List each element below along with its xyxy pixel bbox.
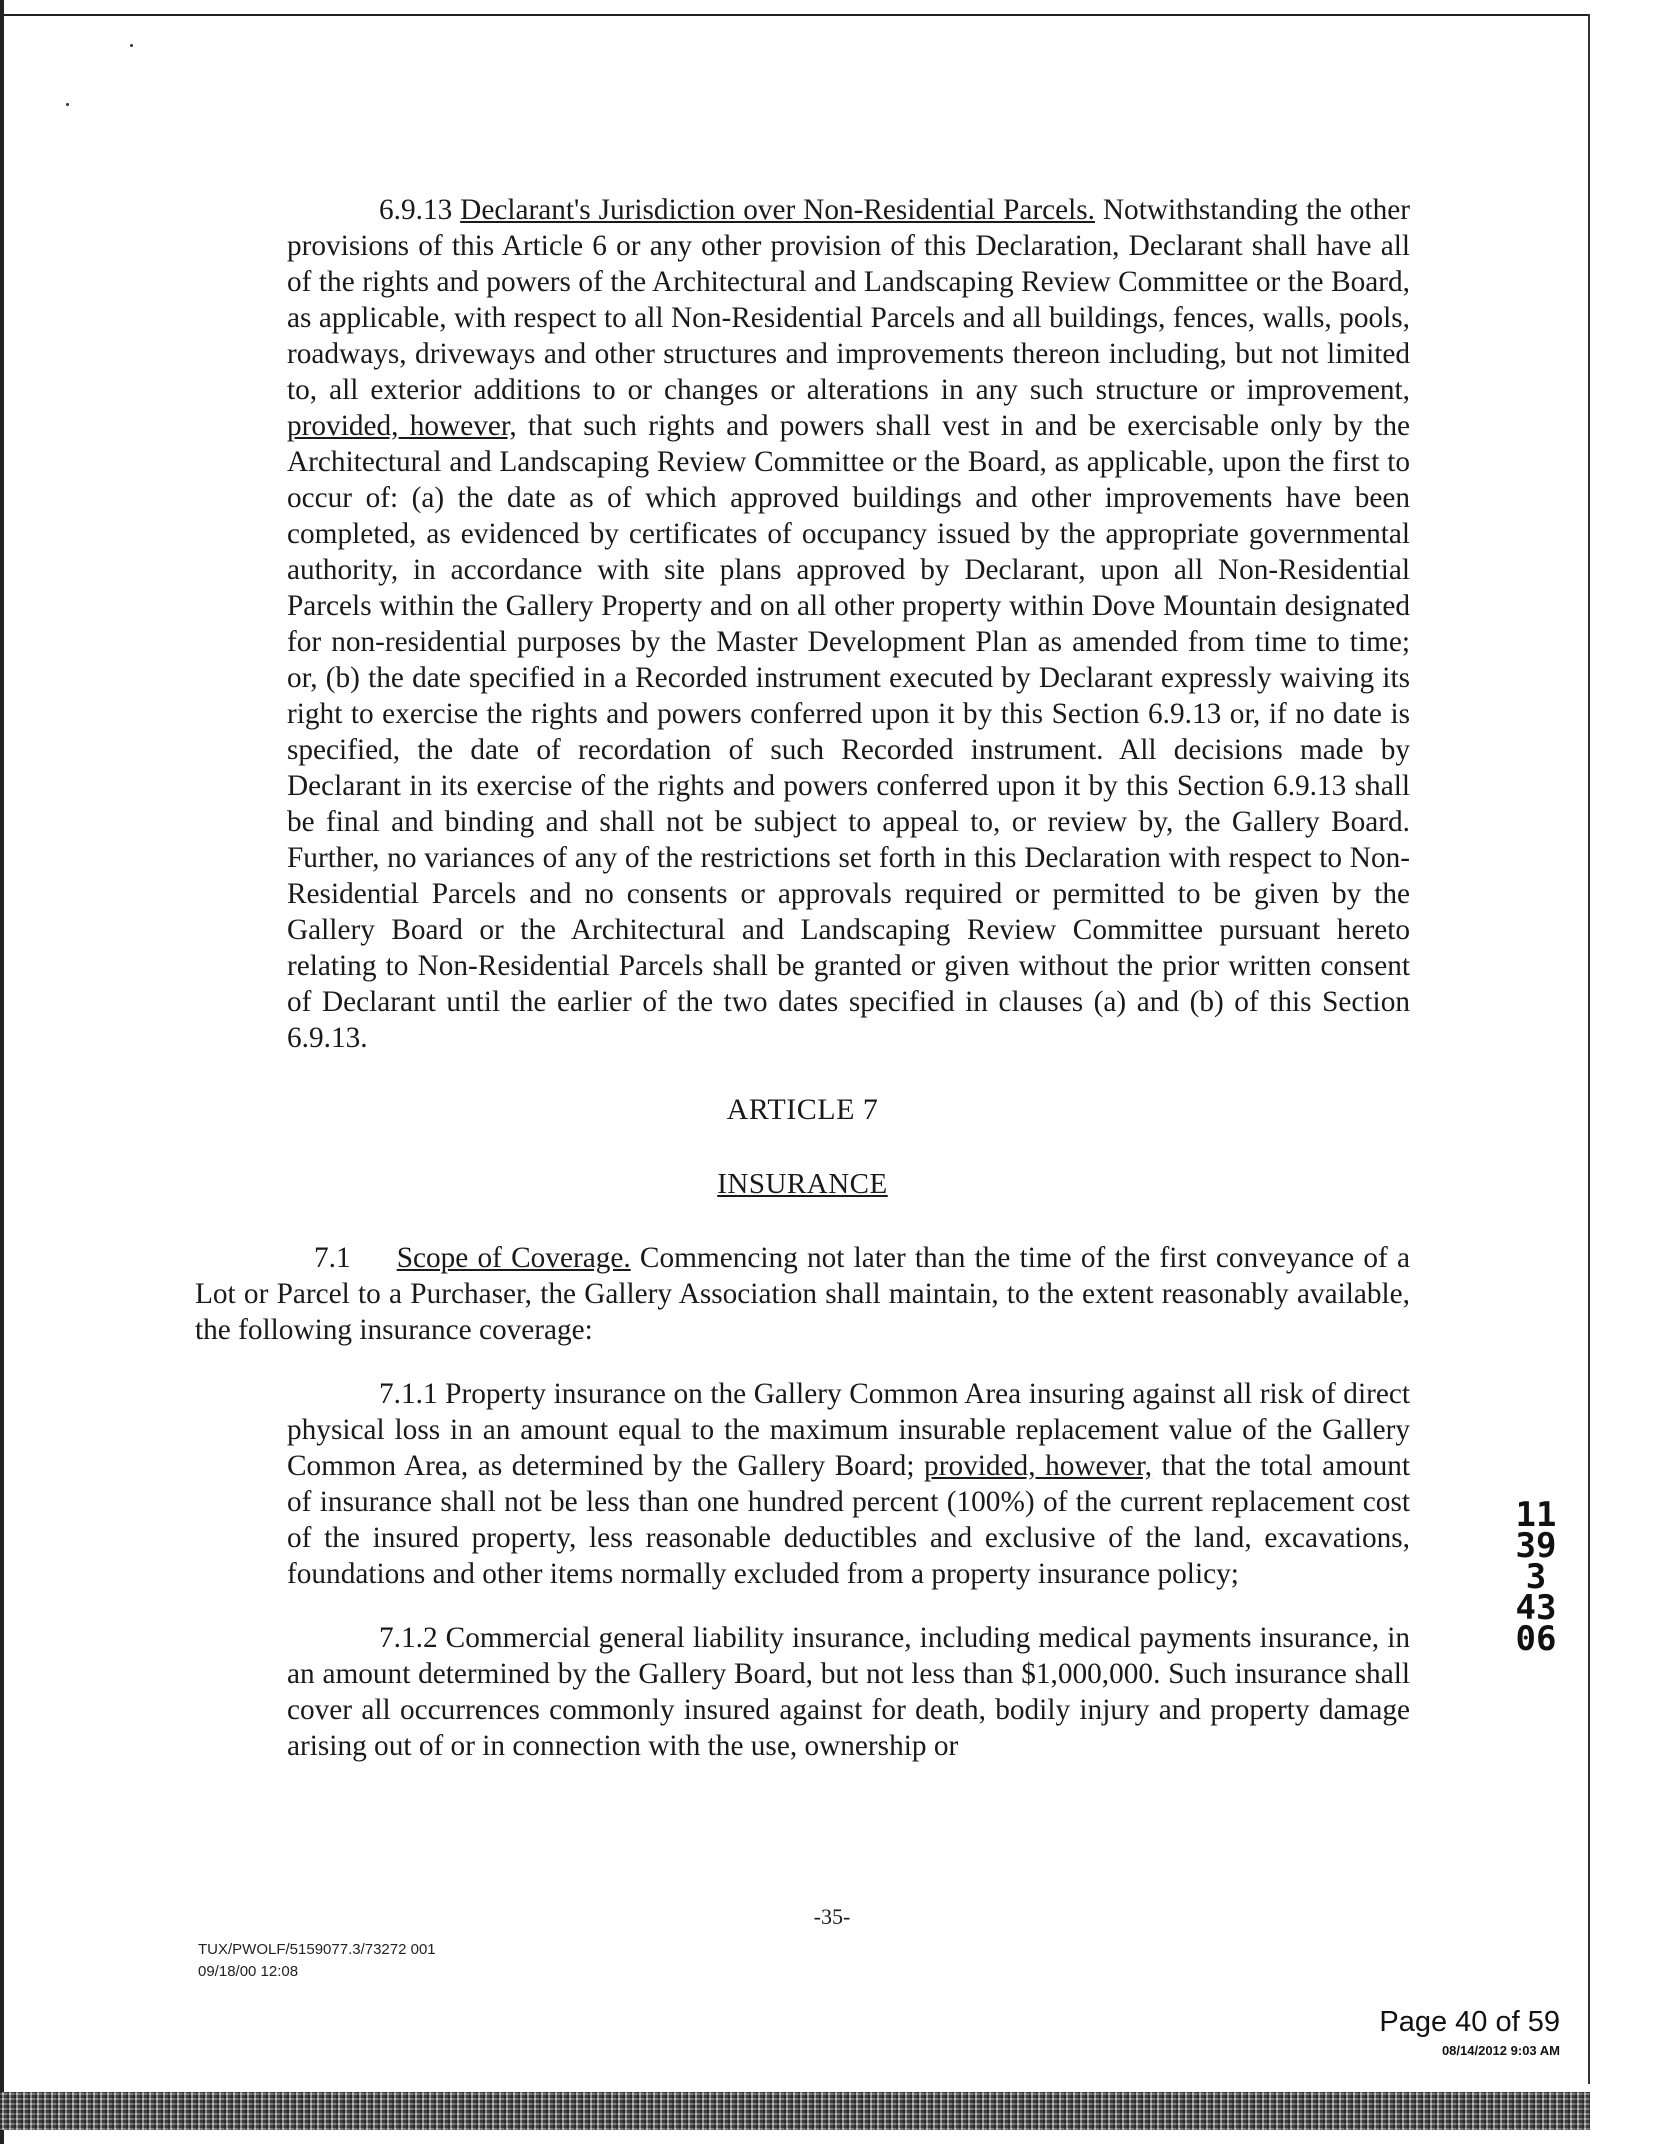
scan-border-left bbox=[0, 0, 4, 2144]
section-heading: Declarant's Jurisdiction over Non-Residential Parcels. bbox=[460, 194, 1095, 226]
section-text: Commencing not later than the time of the first conveyance of a Lot or Parcel to a Purchaser, the Gallery Association shall maintain, to the extent reasonably available, the following insurance coverage: bbox=[195, 1242, 1410, 1346]
article-title: INSURANCE bbox=[717, 1168, 888, 1200]
proviso-underlined: provided, however, bbox=[924, 1450, 1153, 1482]
article-label: ARTICLE 7 bbox=[726, 1093, 879, 1126]
document-footer bbox=[198, 1939, 436, 1983]
section-number: 7.1 bbox=[314, 1242, 351, 1274]
scan-noise-bar bbox=[0, 2092, 1590, 2130]
section-number: 7.1.2 bbox=[379, 1622, 438, 1654]
section-number: 6.9.13 bbox=[379, 194, 453, 226]
doc-date: 09/18/00 12:08 bbox=[198, 1963, 299, 1980]
scan-speck bbox=[66, 103, 69, 106]
doc-id: TUX/PWOLF/5159077.3/73272 001 bbox=[198, 1941, 436, 1958]
page-number: -35- bbox=[813, 1904, 851, 1929]
page-stamp: Page 40 of 59 bbox=[1379, 2006, 1560, 2038]
section-6-9-13 bbox=[287, 192, 1410, 1056]
section-text-cont: that such rights and powers shall vest in and be exercisable only by the Architectural and Landscaping Review Committee or the Board, as applicable, upon the first to occur of: (a) the date as of which approved buildings and other improvements have been completed, as evidenced by certificates of occupancy issued by the appropriate governmental authority, in accordance with site plans approved by Declarant, upon all Non-Residential Parcels within the Gallery Property and on all other property within Dove Mountain designated for non-residential purposes by the Master Development Plan as amended from time to time; or, (b) the date specified in a Recorded instrument executed by Declarant expressly waiving its right to exercise the rights and powers conferred upon it by this Section 6.9.13 or, if no date is specified, the date of recordation of such Recorded instrument. All decisions made by Declarant in its exercise of the rights and powers conferred upon it by this Section 6.9.13 shall be final and binding and shall not be subject to appeal to, or review by, the Gallery Board. Further, no variances of any of the restrictions set forth in this Declaration with respect to Non-Residential Parcels and no consents or approvals required or permitted to be given by the Gallery Board or the Architectural and Landscaping Review Committee pursuant hereto relating to Non-Residential Parcels shall be granted or given without the prior written consent of Declarant until the earlier of the two dates specified in clauses (a) and (b) of this Section 6.9.13. bbox=[287, 410, 1411, 1054]
section-text: Commercial general liability insurance, including medical payments insurance, in an amount determined by the Gallery Board, but not less than $1,000,000. Such insurance shall cover all occurrences commonly insured against for death, bodily injury and property damage arising out of or in connection with the use, ownership or bbox=[287, 1622, 1410, 1762]
section-7-1-2 bbox=[287, 1620, 1410, 1764]
scan-border-top bbox=[0, 14, 1590, 16]
document-body bbox=[195, 192, 1410, 1764]
section-number: 7.1.1 bbox=[379, 1378, 438, 1410]
recording-number: 11393 4306 bbox=[1515, 1495, 1557, 1659]
section-7-1 bbox=[195, 1240, 1410, 1348]
section-text-cont: that the total amount of insurance shall not be less than one hundred percent (100%) of the current replacement cost of the insured property, less reasonable deductibles and exclusive of the land, excavations, foundations and other items normally excluded from a property insurance policy; bbox=[287, 1450, 1411, 1590]
scan-border-right bbox=[1588, 14, 1590, 2084]
section-text: Property insurance on the Gallery Common Area insuring against all risk of direct physical loss in an amount equal to the maximum insurable replacement value of the Gallery Common Area, as determined by the Gallery Board; bbox=[287, 1378, 1410, 1482]
timestamp-stamp: 08/14/2012 9:03 AM bbox=[1441, 2043, 1560, 2058]
section-7-1-1 bbox=[287, 1376, 1410, 1592]
scan-speck bbox=[130, 44, 133, 47]
section-heading: Scope of Coverage. bbox=[396, 1242, 631, 1274]
proviso-underlined: provided, however, bbox=[287, 410, 517, 442]
section-text: Notwithstanding the other provisions of this Article 6 or any other provision of this Declaration, Declarant shall have all of the rights and powers of the Architectural and Landscaping Review Committee or the Board, as applicable, with respect to all Non-Residential Parcels and all buildings, fences, walls, pools, roadways, driveways and other structures and improvements thereon including, but not limited to, all exterior additions to or changes or alterations in any such structure or improvement, bbox=[287, 194, 1410, 406]
